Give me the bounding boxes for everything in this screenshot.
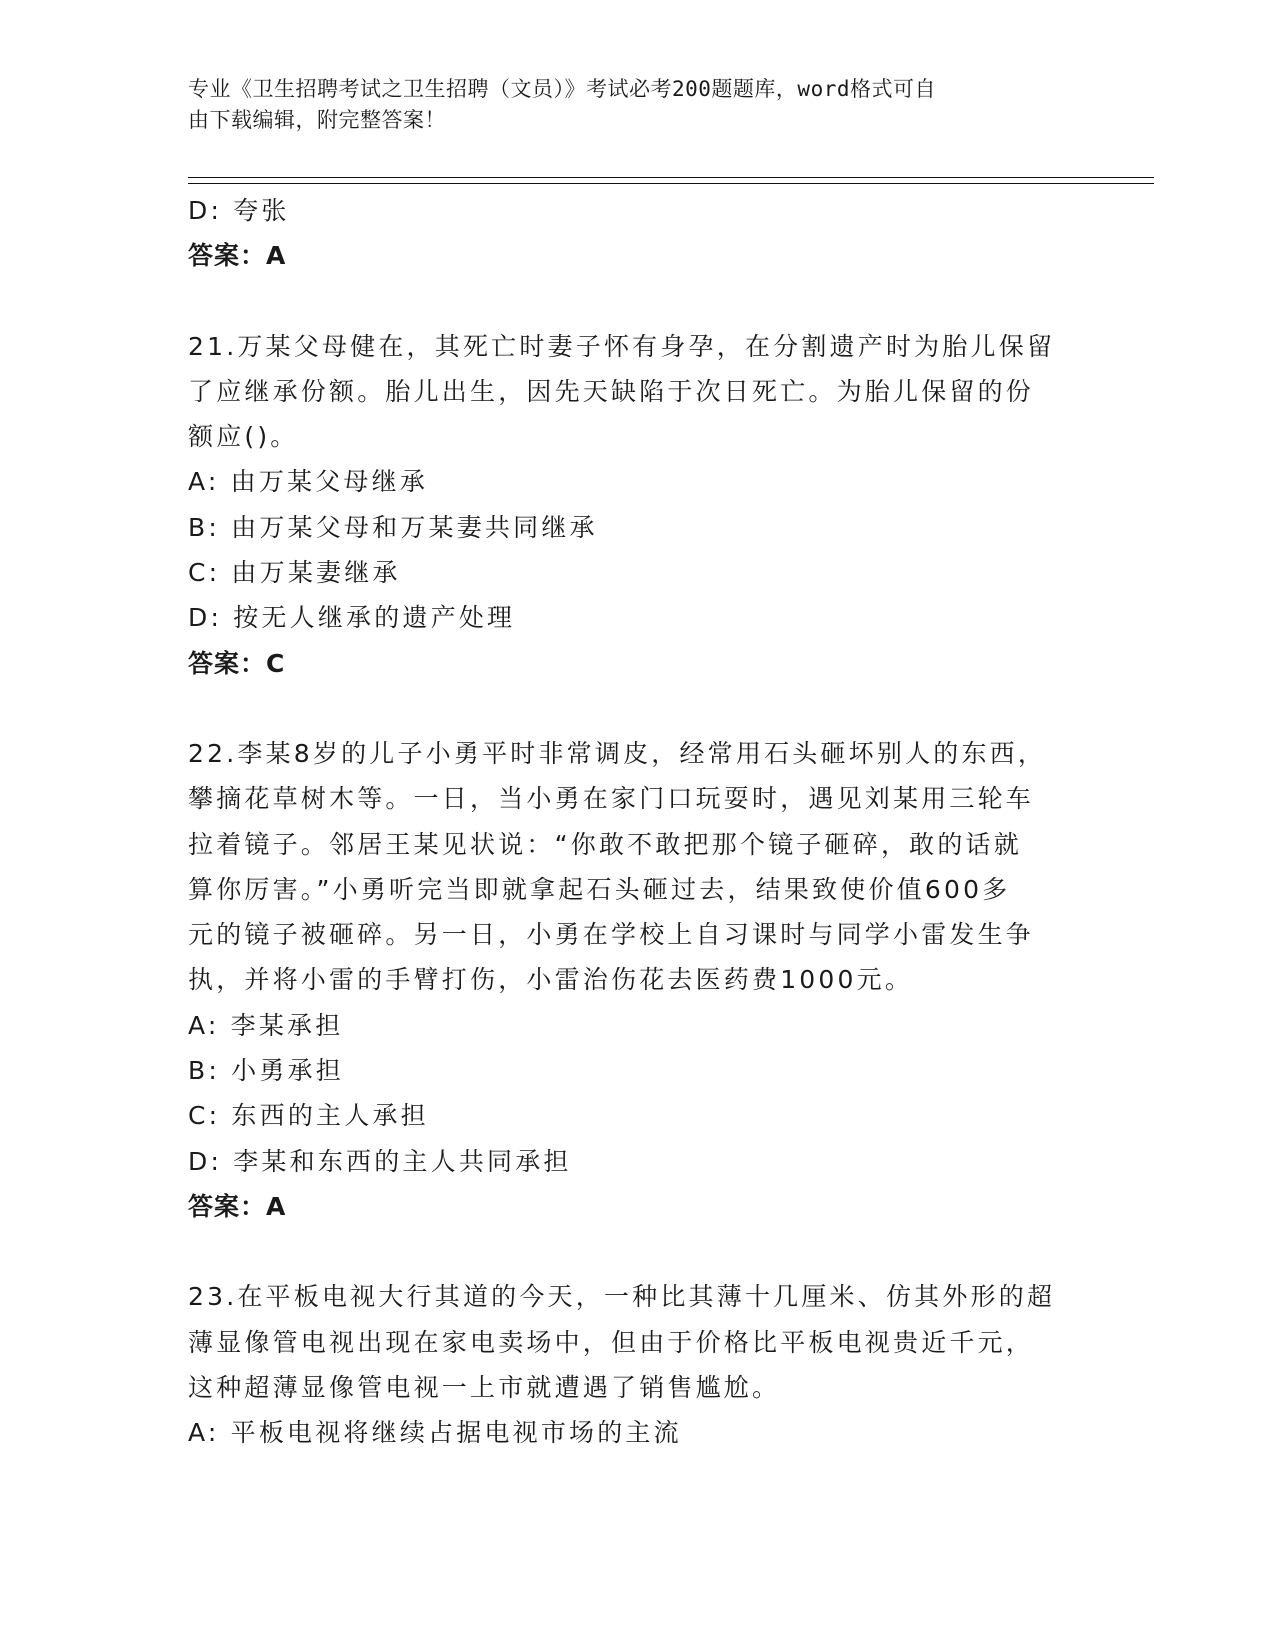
question-stem-line: 23.在平板电视大行其道的今天，一种比其薄十几厘米、仿其外形的超 [188,1282,1056,1312]
option-b: B: 小勇承担 [188,1056,344,1086]
question-stem-line: 薄显像管电视出现在家电卖场中，但由于价格比平板电视贵近千元， [188,1327,1035,1357]
header-line-2: 由下载编辑，附完整答案！ [188,108,446,132]
page-header [188,74,1068,136]
option-d: D: 李某和东西的主人共同承担 [188,1146,572,1176]
option-a: A: 李某承担 [188,1010,344,1040]
option-c: C: 由万某妻继承 [188,558,401,588]
question-21 [188,324,1088,686]
answer-line: 答案：C [188,648,286,678]
question-stem-line: 算你厉害。”小勇听完当即就拿起石头砸过去，结果致使价值600多 [188,874,1011,904]
spacer [188,1229,1088,1274]
header-line-1: 专业《卫生招聘考试之卫生招聘（文员）》考试必考200题题库，word格式可自 [188,77,936,101]
option-a: A: 由万某父母继承 [188,467,429,497]
question-22 [188,731,1088,1229]
question-stem-line: 了应继承份额。胎儿出生，因先天缺陷于次日死亡。为胎儿保留的份 [188,376,1035,406]
option-a: A: 平板电视将继续占据电视市场的主流 [188,1418,682,1448]
header-divider-bottom [188,183,1154,184]
option-c: C: 东西的主人承担 [188,1101,429,1131]
question-stem-line: 21.万某父母健在，其死亡时妻子怀有身孕，在分割遗产时为胎儿保留 [188,331,1056,361]
option-b: B: 由万某父母和万某妻共同继承 [188,512,598,542]
option-d: D: 按无人继承的遗产处理 [188,603,516,633]
question-stem-line: 拉着镜子。邻居王某见状说：“你敢不敢把那个镜子砸碎，敢的话就 [188,829,1022,859]
spacer [188,279,1088,324]
answer-line: 答案：A [188,1191,287,1221]
question-20-tail [188,188,1088,279]
question-stem-line: 攀摘花草树木等。一日，当小勇在家门口玩耍时，遇见刘某用三轮车 [188,784,1035,814]
option-d: D: 夸张 [188,196,290,225]
question-stem-line: 元的镜子被砸碎。另一日，小勇在学校上自习课时与同学小雷发生争 [188,920,1035,950]
spacer [188,686,1088,731]
question-stem-line: 这种超薄显像管电视一上市就遭遇了销售尴尬。 [188,1372,781,1402]
answer-line: 答案：A [188,241,287,271]
question-23 [188,1274,1088,1455]
question-stem-line: 执，并将小雷的手臂打伤，小雷治伤花去医药费1000元。 [188,965,914,995]
question-stem-line: 22.李某8岁的儿子小勇平时非常调皮，经常用石头砸坏别人的东西， [188,738,1047,768]
header-divider-top [188,177,1154,178]
question-stem-line: 额应()。 [188,422,299,452]
question-list [188,188,1088,1455]
